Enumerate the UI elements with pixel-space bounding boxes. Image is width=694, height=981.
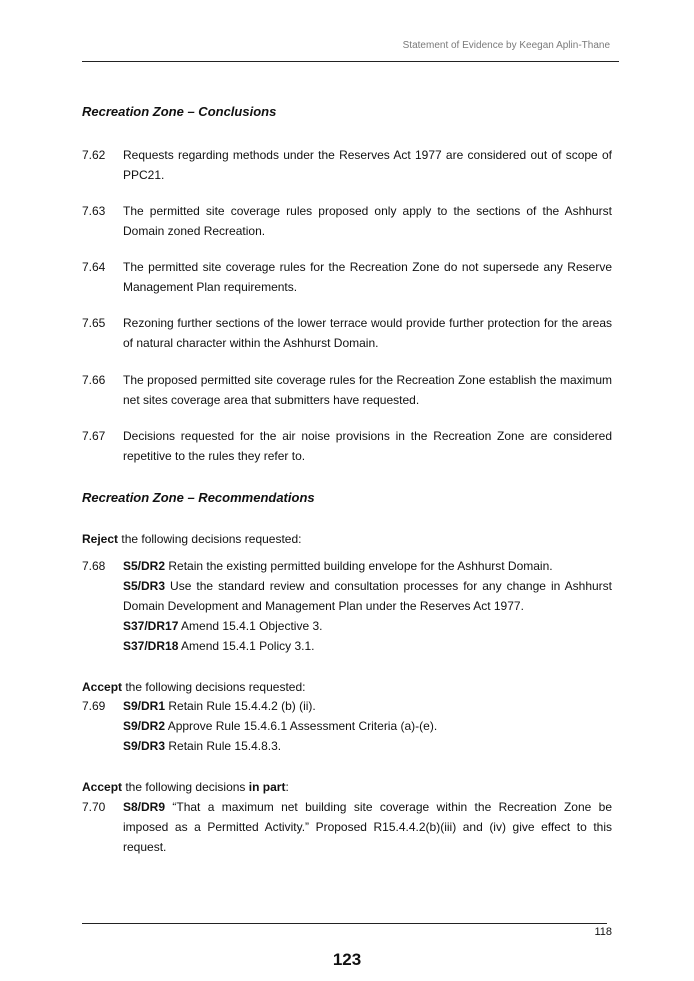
in-part-label: in part [248,780,286,794]
accept-lead-text: the following decisions requested: [122,680,306,694]
accept-part-label: Accept [82,780,123,794]
paragraph-text: Requests regarding methods under the Reserves Act 1977 are considered out of scope of PPC21. [123,148,612,182]
decision-text: Retain the existing permitted building envelope for the Ashhurst Domain. [165,559,553,573]
accept-part-lead-end: : [285,780,289,794]
paragraph-text: The permitted site coverage rules proposed only apply to the sections of the Ashhurst Domain zoned Recreation. [123,204,612,238]
paragraph-7-67 [82,426,612,466]
paragraph-number: 7.65 [82,316,106,330]
paragraph-text: Rezoning further sections of the lower terrace would provide further protection for the areas of natural character within the Ashhurst Domain. [123,316,612,350]
conclusions-heading: Recreation Zone – Conclusions [82,104,277,119]
decision-code: S9/DR2 [123,719,166,733]
decision-line [123,576,612,616]
decision-text: Use the standard review and consultation processes for any change in Ashhurst Domain Development and Management Plan under the Reserves Act 1977. [123,579,612,613]
decision-line [123,716,612,736]
decision-code: S37/DR17 [123,619,179,633]
decision-line [123,696,612,716]
accept-part-lead [82,780,289,794]
accept-part-lead-text: the following decisions [122,780,249,794]
bundle-page-number: 123 [332,950,362,969]
decision-code: S5/DR3 [123,579,166,593]
paragraph-7-63 [82,201,612,241]
decision-line [123,636,612,656]
decision-text: Approve Rule 15.4.6.1 Assessment Criteria (a)-(e). [165,719,438,733]
reject-label: Reject [82,532,119,546]
paragraph-7-64 [82,257,612,297]
document-header: Statement of Evidence by Keegan Aplin-Thane [402,40,610,51]
paragraph-7-70 [82,797,612,857]
decision-line [123,797,612,857]
paragraph-7-62 [82,145,612,185]
decision-line [123,556,612,576]
paragraph-number: 7.63 [82,204,106,218]
decision-text: Retain Rule 15.4.8.3. [165,739,282,753]
paragraph-number: 7.66 [82,373,106,387]
page-number: 118 [594,926,612,938]
header-divider [82,61,619,62]
paragraph-number: 7.70 [82,800,106,814]
paragraph-number: 7.62 [82,148,106,162]
decision-code: S37/DR18 [123,639,179,653]
reject-lead [82,532,301,546]
accept-lead [82,680,305,694]
decision-code: S8/DR9 [123,800,166,814]
decision-text: Amend 15.4.1 Policy 3.1. [178,639,315,653]
decision-line [123,616,612,636]
decision-code: S9/DR3 [123,739,166,753]
decision-line [123,736,612,756]
paragraph-text: Decisions requested for the air noise provisions in the Recreation Zone are considered repetitive to the rules they refer to. [123,429,612,463]
recommendations-heading: Recreation Zone – Recommendations [82,490,315,505]
paragraph-7-68 [82,556,612,656]
paragraph-number: 7.68 [82,559,106,573]
decision-text: Amend 15.4.1 Objective 3. [178,619,323,633]
decision-code: S5/DR2 [123,559,166,573]
paragraph-7-69 [82,696,612,756]
decision-code: S9/DR1 [123,699,166,713]
paragraph-number: 7.64 [82,260,106,274]
decision-text: “That a maximum net building site coverage within the Recreation Zone be imposed as a Permitted Activity.” Proposed R15.4.4.2(b)(iii) and (iv) give effect to this request. [123,800,612,854]
footer-divider [82,923,607,924]
paragraph-text: The proposed permitted site coverage rules for the Recreation Zone establish the maximum net sites coverage area that submitters have requested. [123,373,612,407]
decision-text: Retain Rule 15.4.4.2 (b) (ii). [165,699,316,713]
paragraph-7-65 [82,313,612,353]
reject-lead-text: the following decisions requested: [118,532,302,546]
paragraph-number: 7.69 [82,699,106,713]
accept-label: Accept [82,680,123,694]
paragraph-text: The permitted site coverage rules for the Recreation Zone do not supersede any Reserve Management Plan requirements. [123,260,612,294]
paragraph-number: 7.67 [82,429,106,443]
paragraph-7-66 [82,370,612,410]
